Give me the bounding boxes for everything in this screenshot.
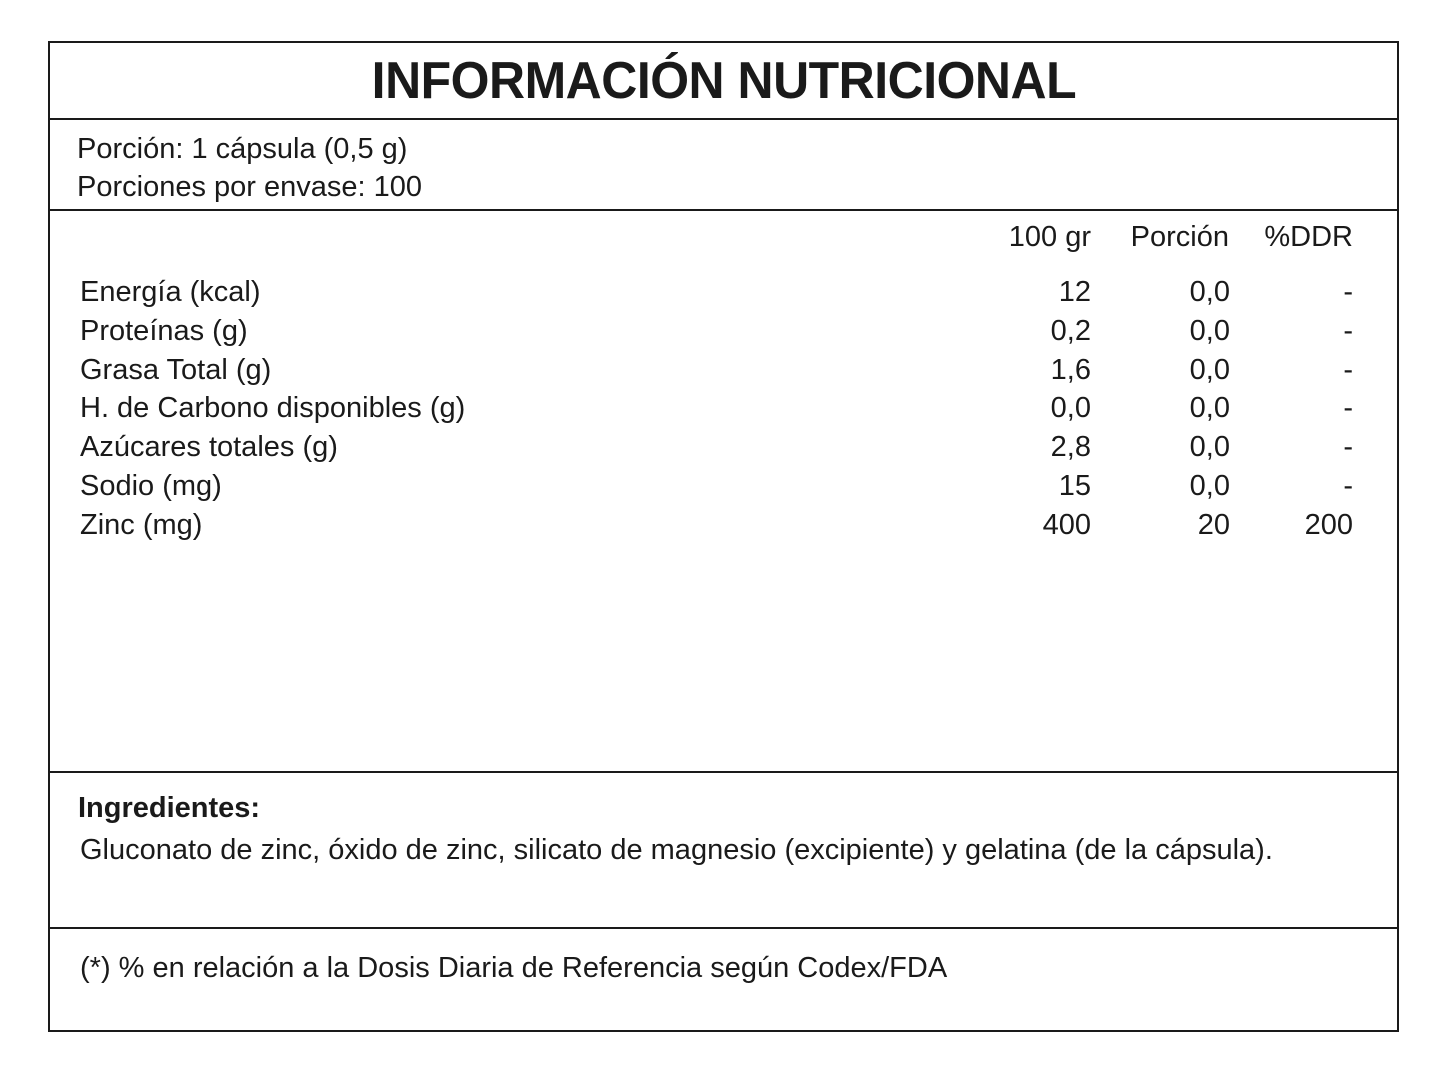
nutrient-name: H. de Carbono disponibles (g) bbox=[80, 392, 466, 425]
value-per-portion: 0,0 bbox=[1189, 314, 1230, 347]
value-per-portion: 20 bbox=[1197, 508, 1230, 541]
column-header-ddr: %DDR bbox=[1264, 221, 1353, 253]
value-ddr: 200 bbox=[1304, 508, 1353, 541]
nutrient-name: Grasa Total (g) bbox=[80, 353, 272, 386]
table-row bbox=[50, 467, 1397, 506]
value-per-100: 400 bbox=[1042, 508, 1091, 541]
nutrient-name: Proteínas (g) bbox=[80, 314, 248, 347]
table-row bbox=[50, 312, 1397, 351]
column-headers bbox=[50, 221, 1397, 261]
ingredients-heading: Ingredientes: bbox=[78, 792, 261, 824]
nutrient-name: Azúcares totales (g) bbox=[80, 431, 338, 464]
nutrient-name: Sodio (mg) bbox=[80, 469, 222, 502]
serving-info bbox=[50, 120, 1397, 211]
value-ddr: - bbox=[1343, 353, 1353, 386]
ingredients-text: Gluconato de zinc, óxido de zinc, silicato de magnesio (excipiente) y gelatina (de la cápsula). bbox=[80, 834, 1273, 866]
nutrition-label bbox=[48, 41, 1399, 1032]
table-row bbox=[50, 351, 1397, 390]
nutrient-name: Zinc (mg) bbox=[80, 508, 203, 541]
value-ddr: - bbox=[1343, 431, 1353, 464]
label-title: INFORMACIÓN NUTRICIONAL bbox=[371, 51, 1076, 110]
value-per-100: 12 bbox=[1058, 276, 1091, 308]
portion-size: Porción: 1 cápsula (0,5 g) bbox=[77, 133, 408, 165]
value-ddr: - bbox=[1343, 276, 1353, 308]
value-per-100: 15 bbox=[1058, 469, 1091, 502]
footnote: (*) % en relación a la Dosis Diaria de Referencia según Codex/FDA bbox=[80, 952, 948, 984]
value-per-100: 0,2 bbox=[1050, 314, 1091, 347]
value-per-100: 2,8 bbox=[1050, 431, 1091, 464]
value-per-portion: 0,0 bbox=[1189, 431, 1230, 464]
value-ddr: - bbox=[1343, 392, 1353, 425]
value-per-portion: 0,0 bbox=[1189, 469, 1230, 502]
nutrient-rows bbox=[50, 273, 1397, 545]
title-row bbox=[50, 43, 1397, 120]
column-header-per-portion: Porción bbox=[1130, 221, 1229, 253]
table-row bbox=[50, 273, 1397, 312]
value-ddr: - bbox=[1343, 314, 1353, 347]
value-per-portion: 0,0 bbox=[1189, 392, 1230, 425]
portions-per-container: Porciones por envase: 100 bbox=[77, 171, 422, 203]
column-header-per-100: 100 gr bbox=[1008, 221, 1091, 253]
table-row bbox=[50, 389, 1397, 428]
nutrition-table bbox=[50, 211, 1397, 773]
value-per-portion: 0,0 bbox=[1189, 276, 1230, 308]
value-ddr: - bbox=[1343, 469, 1353, 502]
table-row bbox=[50, 506, 1397, 545]
table-row bbox=[50, 428, 1397, 467]
value-per-100: 0,0 bbox=[1050, 392, 1091, 425]
nutrient-name: Energía (kcal) bbox=[80, 276, 261, 308]
value-per-100: 1,6 bbox=[1050, 353, 1091, 386]
value-per-portion: 0,0 bbox=[1189, 353, 1230, 386]
ingredients-section bbox=[50, 773, 1397, 929]
